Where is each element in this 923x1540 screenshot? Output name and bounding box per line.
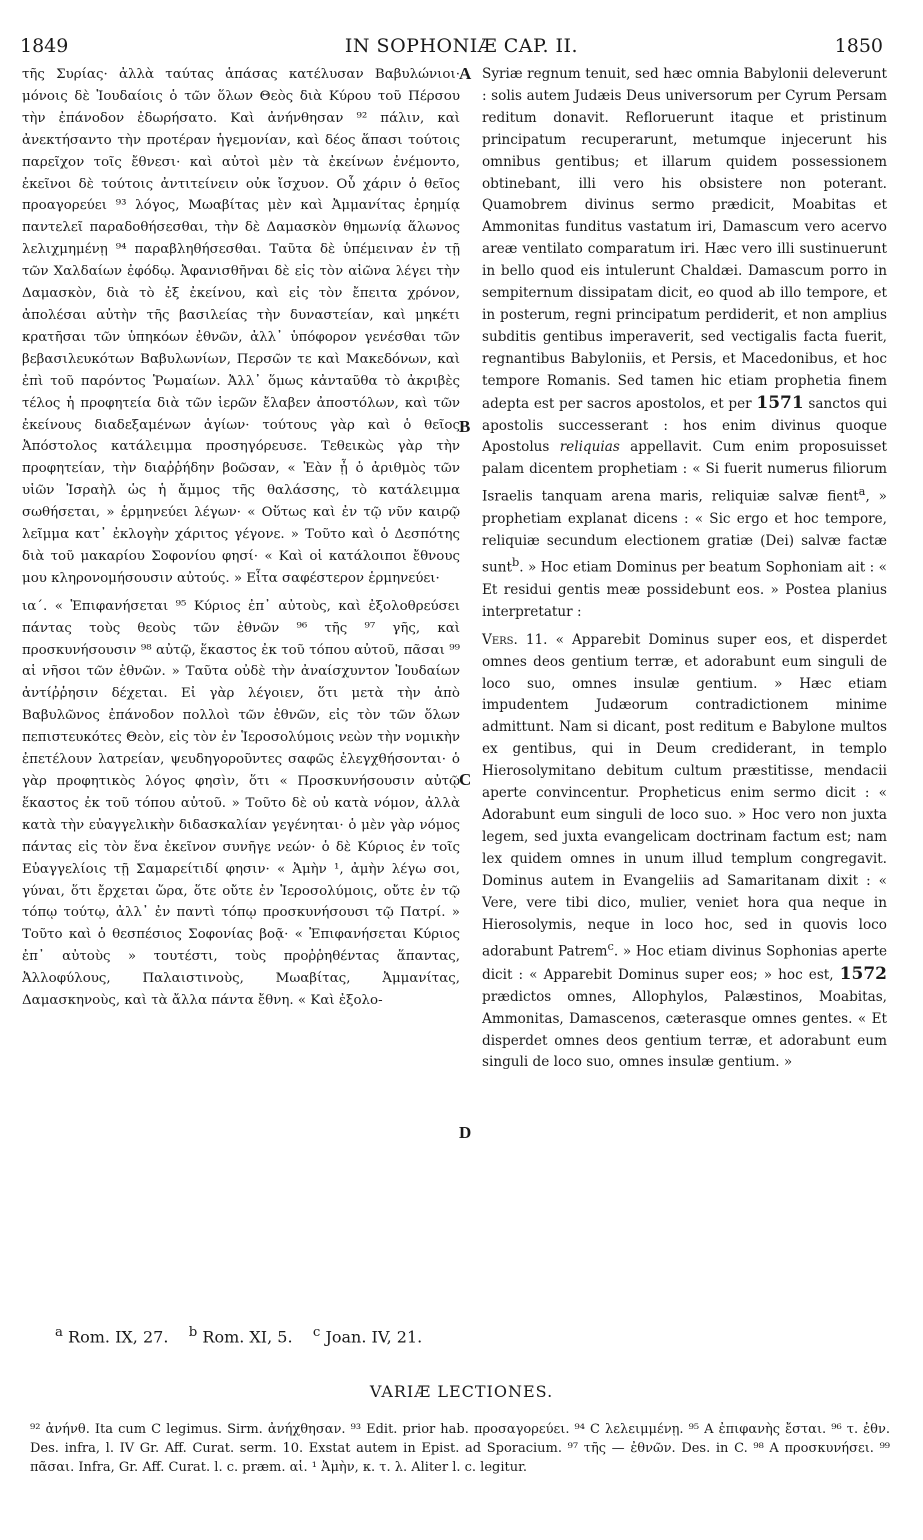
variae-lectiones: ⁹² ἀνήνθ. Ita cum C legimus. Sirm. ἀνήχθησαν. ⁹³ Edit. prior hab. προσαγορεύει. ⁹⁴ C λελειμμένῃ. ⁹⁵ A ἐπιφανὴς ἔσται. ⁹⁶ τ. ἐθν. Des. infra, l. IV Gr. Aff. Curat. serm. 10. Exstat autem in Epist. ad Sporacium. ⁹⁷ τῆς — ἐθνῶν. Des. in C. ⁹⁸ A προσκυνήσει. ⁹⁹ πᾶσαι. Infra, Gr. Aff. Curat. l. c. præm. αἱ. ¹ Ἀμὴν, κ. τ. λ. Aliter l. c. legitur.	[30, 1422, 890, 1475]
latin-paragraph-1	[482, 64, 887, 624]
page-header	[0, 0, 923, 60]
margin-mark-b: B	[459, 417, 471, 436]
latin-text: sanctos qui apostolis successerant : hos enim divinus quoque Apostolus	[482, 395, 888, 456]
footnote-ref-c: c	[607, 939, 614, 954]
greek-column	[22, 64, 460, 1012]
footnote-ref-a: a	[858, 484, 866, 499]
footnote-c: Joan. IV, 21.	[325, 1327, 423, 1347]
running-title: IN SOPHONIÆ CAP. II.	[344, 35, 579, 57]
latin-paragraph-2	[482, 630, 887, 1075]
footnote-a: Rom. IX, 27.	[68, 1327, 169, 1347]
verse-label: Vers. 11.	[482, 631, 548, 648]
margin-mark-a: A	[459, 64, 472, 83]
footnote-mark-b: b	[188, 1325, 198, 1340]
italic-word: reliquias	[559, 439, 620, 456]
margin-mark-c: C	[459, 770, 472, 789]
column-number: 1571	[756, 392, 804, 413]
latin-text: . » Hoc etiam divinus Sophonias aperte dicit : « Apparebit Dominus super eos; » hoc est,	[482, 943, 887, 983]
footnote-mark-a: a	[55, 1325, 63, 1340]
right-page-number: 1850	[834, 35, 883, 57]
latin-text: prædictos omnes, Allophylos, Palæstinos, Moabitas, Ammonitas, Damascenos, cæterasque omnes gentes. « Et disperdet omnes deos gentium terræ, et adorabunt eum singuli de loco suo, omnes insulæ gentium. »	[482, 988, 887, 1071]
latin-text: , » prophetiam explanat dicens : « Sic ergo et hoc tempore, reliquiæ secundum electionem gratiæ (Dei) salvæ factæ sunt	[482, 488, 887, 576]
footnote-ref-b: b	[511, 555, 520, 570]
latin-column	[482, 64, 887, 1074]
latin-text: appellavit. Cum enim proposuisset palam dicentem prophetiam : « Si fuerit numerus filiorum Israelis tanquam arena maris, reliquiæ salvæ fient	[482, 439, 887, 505]
latin-text: Syriæ regnum tenuit, sed hæc omnia Babylonii deleverunt : solis autem Judæis Deus universorum per Cyrum Persam reditum donavit. Refloruerunt itaque et pristinum principatum recuperarunt, metumque injecerunt his omnibus gentibus; et illarum quidem possessionem obtinebant, illi vero his obsistere non poterant. Quamobrem divinus sermo prædicit, Moabitas et Ammonitas funditus vastatum iri, Damascum vero acervo areæ ventilato comparatum iri. Hæc vero illi sustinuerunt in bello quod eis intulerunt Chaldæi. Damascum porro in sempiternum dissipatam dicit, eo quod ab illo tempore, et in posterum, regni principatum perdiderit, et non amplius subditis gentibus imperaverit, sed vectigalis facta fuerit, regnantibus Babyloniis, et Persis, et Macedonibus, et hoc tempore Romanis. Sed tamen hic etiam prophetia finem adepta est per sacros apostolos, et per	[482, 66, 887, 412]
margin-mark-d: D	[459, 1123, 472, 1142]
column-number: 1572	[839, 963, 887, 984]
variae-heading: VARIÆ LECTIONES.	[369, 1382, 554, 1401]
latin-text: . » Hoc etiam Dominus per beatum Sophoniam ait : « Et residui gentis meæ possidebunt eos. » Postea planius interpretatur :	[482, 560, 887, 620]
left-page-number: 1849	[20, 35, 69, 57]
greek-paragraph-1: τῆς Συρίας· ἀλλὰ ταύτας ἁπάσας κατέλυσαν Βαβυλώνιοι· μόνοις δὲ Ἰουδαίοις ὁ τῶν ὅλων Θεὸς διὰ Κύρου τοῦ Πέρσου τὴν ἐπάνοδον ἐδωρήσατο. Καὶ ἀνήνθησαν ⁹² πάλιν, καὶ ἀνεκτήσαντο τὴν προτέραν ἡγεμονίαν, καὶ δέος ἅπασι τούτοις παρεῖχον τοῖς ἔθνεσι· καὶ αὐτοὶ μὲν τὰ ἐκείνων ἐνέμοντο, ἐκεῖνοι δὲ τούτοις ἀντιτείνειν οὐκ ἴσχυον. Οὗ χάριν ὁ θεῖος προαγορεύει ⁹³ λόγος, Μωαβίτας μὲν καὶ Ἀμμανίτας ἐρημίᾳ παντελεῖ παραδοθήσεσθαι, τὴν δὲ Δαμασκὸν θημωνίᾳ ἅλωνος λελιχμημένῃ ⁹⁴ παραβληθήσεσθαι. Ταῦτα δὲ ὑπέμειναν ἐν τῇ τῶν Χαλδαίων ἐφόδῳ. Ἀφανισθῆναι δὲ εἰς τὸν αἰῶνα λέγει τὴν Δαμασκὸν, διὰ τὸ ἐξ ἐκείνου, καὶ εἰς τὸν ἔπειτα χρόνον, ἀπολέσαι αὐτὴν τῆς βασιλείας τὴν δυναστείαν, καὶ μηκέτι κρατῆσαι τῶν ὑπηκόων ἐθνῶν, ἀλλ᾽ ὑπόφορον γενέσθαι τῶν βεβασιλευκότων Βαβυλωνίων, Περσῶν τε καὶ Μακεδόνων, καὶ ἐπὶ τοῦ παρόντος Ῥωμαίων. Ἀλλ᾽ ὅμως κἀνταῦθα τὸ ἀκριβὲς τέλος ἡ προφητεία διὰ τῶν ἱερῶν ἔλαβεν ἀποστόλων, καὶ τῶν ἐκείνους διαδεξαμένων ἁγίων· τούτους γὰρ καὶ ὁ θεῖος Ἀπόστολος κατάλειμμα προσηγόρευσε. Τεθεικὼς γὰρ τὴν προφητείαν, τὴν διαῤῥήδην βοῶσαν, « Ἐὰν ᾖ ὁ ἀριθμὸς τῶν υἱῶν Ἰσραὴλ ὡς ἡ ἄμμος τῆς θαλάσσης, τὸ κατάλειμμα σωθήσεται, » ἑρμηνεύει λέγων· « Οὕτως καὶ ἐν τῷ νῦν καιρῷ λεῖμμα κατ᾽ ἐκλογὴν χάριτος γέγονε. » Τοῦτο καὶ ὁ Δεσπότης διὰ τοῦ μακαρίου Σοφονίου φησί· « Καὶ οἱ κατάλοιποι ἔθνους μου κληρονομήσουσιν αὐτούς. » Εἶτα σαφέστερον ἑρμηνεύει·	[22, 67, 460, 586]
footnote-b: Rom. XI, 5.	[202, 1327, 293, 1347]
scripture-footnotes	[55, 1325, 875, 1346]
greek-paragraph-2: ια΄. « Ἐπιφανήσεται ⁹⁵ Κύριος ἐπ᾽ αὐτοὺς, καὶ ἐξολοθρεύσει πάντας τοὺς θεοὺς τῶν ἐθνῶν ⁹⁶ τῆς ⁹⁷ γῆς, καὶ προσκυνήσουσιν ⁹⁸ αὐτῷ, ἕκαστος ἐκ τοῦ τόπου αὐτοῦ, πᾶσαι ⁹⁹ αἱ νῆσοι τῶν ἐθνῶν. » Ταῦτα οὐδὲ τὴν ἀναίσχυντον Ἰουδαίων ἀντίῤῥησιν δέχεται. Εἰ γὰρ λέγοιεν, ὅτι μετὰ τὴν ἀπὸ Βαβυλῶνος ἐπάνοδον πολλοὶ τῶν ἐθνῶν, εἰς τὸν τῶν ὅλων πεπιστευκότες Θεὸν, εἰς τὸν ἐν Ἱεροσολύμοις νεὼν τὴν νομικὴν ἐπετέλουν λατρείαν, ψευδηγοροῦντες σαφῶς ἐλεγχθήσονται· ὁ γὰρ προφητικὸς λόγος φησὶν, ὅτι « Προσκυνήσουσιν αὐτῷ ἕκαστος ἐκ τοῦ τόπου αὐτοῦ. » Τοῦτο δὲ οὐ κατὰ νόμον, ἀλλὰ κατὰ τὴν εὐαγγελικὴν διδασκαλίαν γεγένηται· ὁ μὲν γὰρ νόμος πάντας εἰς τὸν ἕνα ἐκεῖνον συνῆγε νεών· ὁ δὲ Κύριος ἐν τοῖς Εὐαγγελίοις τῇ Σαμαρείτιδί φησιν· « Ἀμὴν ¹, ἀμὴν λέγω σοι, γύναι, ὅτι ἔρχεται ὥρα, ὅτε οὔτε ἐν Ἱεροσολύμοις, οὔτε ἐν τῷ τόπῳ τούτῳ, ἀλλ᾽ ἐν παντὶ τόπῳ προσκυνήσουσι τῷ Πατρί. » Τοῦτο καὶ ὁ θεσπέσιος Σοφονίας βοᾷ· « Ἐπιφανήσεται Κύριος ἐπ᾽ αὐτοὺς » τουτέστι, τοὺς προῤῥηθέντας ἅπαντας, Ἀλλοφύλους, Παλαιστινοὺς, Μωαβίτας, Ἀμμανίτας, Δαμασκηνοὺς, καὶ τὰ ἄλλα πάντα ἔθνη. « Καὶ ἐξολο-	[22, 598, 460, 1009]
footnote-mark-c: c	[312, 1325, 321, 1340]
latin-text: « Apparebit Dominus super eos, et disperdet omnes deos gentium terræ, et adorabunt eum singuli de loco suo, omnes insulæ gentium. » Hæc etiam impudentem Judæorum contradictionem minime admittunt. Nam si dicant, post reditum e Babylone multos ex gentibus, qui in Deum crediderant, in templo Hierosolymitano debitum cultum præstitisse, mendacii aperte convincentur. Propheticus enim sermo dicit : « Adorabunt eum singuli de loco suo. » Hoc vero non juxta legem, sed juxta evangelicam doctrinam factum est; nam lex quidem omnes in unum illud templum congregavit. Dominus autem in Evangeliis ad Samaritanam dixit : « Vere, vere tibi dico, mulier, veniet hora qua neque in Hierosolymis, neque in loco hoc, sed in quovis loco adorabunt Patrem	[482, 631, 888, 960]
